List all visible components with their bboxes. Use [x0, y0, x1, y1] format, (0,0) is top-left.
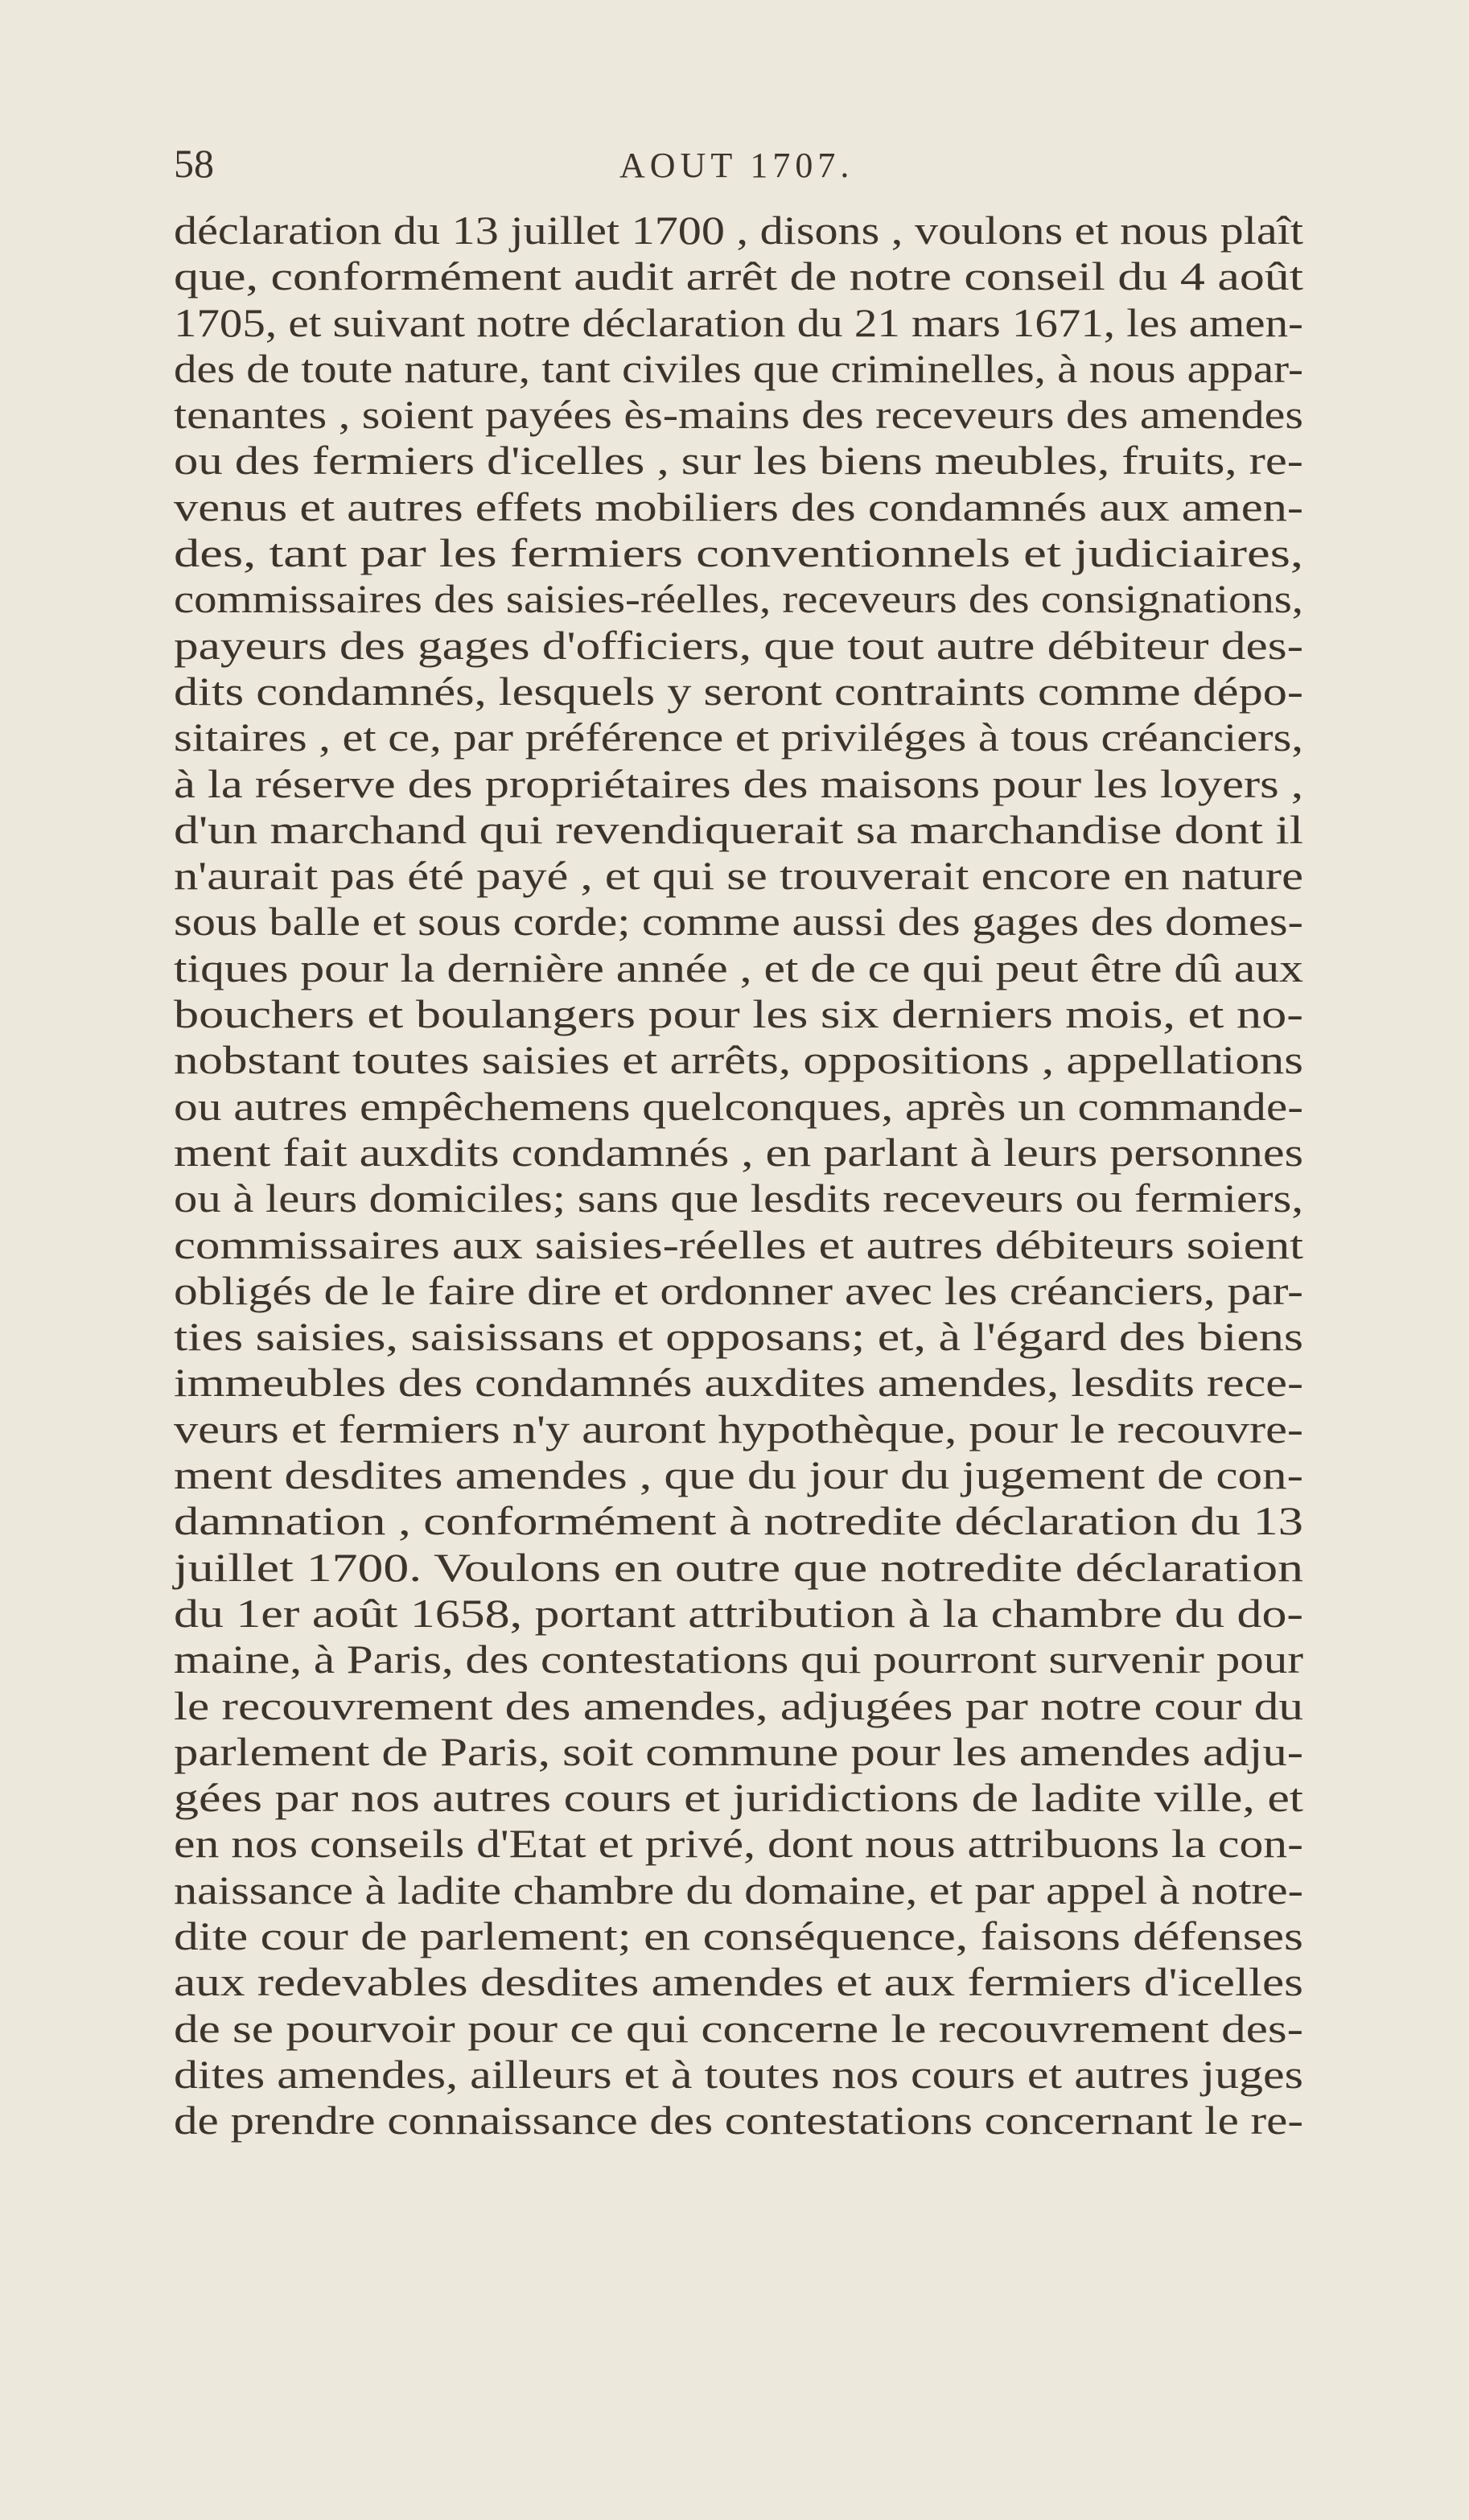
text-line: immeubles des condamnés auxdites amendes, lesdits rece- [174, 1360, 1303, 1406]
text-line: du 1er août 1658, portant attribution à la chambre du do- [174, 1590, 1303, 1636]
text-line: en nos conseils d'Etat et privé, dont nous attribuons la con- [174, 1821, 1303, 1867]
text-line: que, conformément audit arrêt de notre conseil du 4 août [174, 253, 1303, 299]
text-line: commissaires aux saisies-réelles et autres débiteurs soient [174, 1221, 1303, 1267]
text-line: sous balle et sous corde; comme aussi des gages des domes- [174, 899, 1303, 945]
text-line: n'aurait pas été payé , et qui se trouverait encore en nature [174, 853, 1303, 899]
text-line: aux redevables desdites amendes et aux fermiers d'icelles [174, 1959, 1303, 2005]
text-line: ment fait auxdits condamnés , en parlant à leurs personnes [174, 1129, 1303, 1175]
text-line: naissance à ladite chambre du domaine, et par appel à notre- [174, 1867, 1304, 1913]
text-line: commissaires des saisies-réelles, receveurs des consignations, [174, 576, 1303, 622]
text-line: de se pourvoir pour ce qui concerne le recouvrement des- [174, 2005, 1303, 2051]
running-title: AOUT 1707. [619, 146, 854, 185]
text-line: dits condamnés, lesquels y seront contraints comme dépo- [174, 668, 1303, 714]
text-line: ou autres empêchemens quelconques, après un commande- [174, 1083, 1303, 1129]
text-line: de prendre connaissance des contestations concernant le re- [174, 2098, 1303, 2143]
text-line: ou à leurs domiciles; sans que lesdits receveurs ou fermiers, [174, 1176, 1303, 1221]
text-line: ties saisies, saisissans et opposans; et, à l'égard des biens [174, 1314, 1303, 1360]
text-line: ment desdites amendes , que du jour du jugement de con- [174, 1452, 1303, 1498]
page-number: 58 [174, 141, 214, 186]
text-line: des, tant par les fermiers conventionnels et judiciaires, [174, 530, 1303, 576]
text-line: bouchers et boulangers pour les six derniers mois, et no- [174, 991, 1303, 1037]
text-line: tenantes , soient payées ès-mains des receveurs des amendes [174, 392, 1303, 438]
text-line: dite cour de parlement; en conséquence, faisons défenses [174, 1913, 1303, 1958]
text-line: damnation , conformément à notredite déclaration du 13 [174, 1498, 1303, 1544]
text-line: déclaration du 13 juillet 1700 , disons , voulons et nous plaît [174, 208, 1303, 253]
text-line: dites amendes, ailleurs et à toutes nos cours et autres juges [174, 2051, 1303, 2097]
text-line: parlement de Paris, soit commune pour les amendes adju- [174, 1728, 1303, 1774]
text-line: obligés de le faire dire et ordonner avec les créanciers, par- [174, 1267, 1303, 1313]
text-line: à la réserve des propriétaires des maisons pour les loyers , [174, 760, 1303, 806]
text-line: gées par nos autres cours et juridictions de ladite ville, et [174, 1775, 1303, 1821]
text-line: payeurs des gages d'officiers, que tout autre débiteur des- [174, 622, 1303, 668]
text-line: juillet 1700. Voulons en outre que notredite déclaration [174, 1544, 1303, 1590]
text-line: venus et autres effets mobiliers des condamnés aux amen- [174, 484, 1303, 529]
text-line: 1705, et suivant notre déclaration du 21 mars 1671, les amen- [174, 299, 1304, 345]
text-line: nobstant toutes saisies et arrêts, oppositions , appellations [174, 1037, 1303, 1083]
text-line: sitaires , et ce, par préférence et priviléges à tous créanciers, [174, 714, 1303, 760]
text-line: maine, à Paris, des contestations qui pourront survenir pour [174, 1637, 1303, 1682]
text-line: ou des fermiers d'icelles , sur les biens meubles, fruits, re- [174, 438, 1303, 484]
text-line: veurs et fermiers n'y auront hypothèque, pour le recouvre- [174, 1406, 1303, 1451]
text-line: tiques pour la dernière année , et de ce qui peut être dû aux [174, 945, 1303, 990]
body-text [174, 208, 1303, 2143]
text-line: d'un marchand qui revendiquerait sa marchandise dont il [174, 806, 1303, 852]
text-line: des de toute nature, tant civiles que criminelles, à nous appar- [174, 345, 1303, 391]
text-line: le recouvrement des amendes, adjugées par notre cour du [174, 1682, 1303, 1728]
